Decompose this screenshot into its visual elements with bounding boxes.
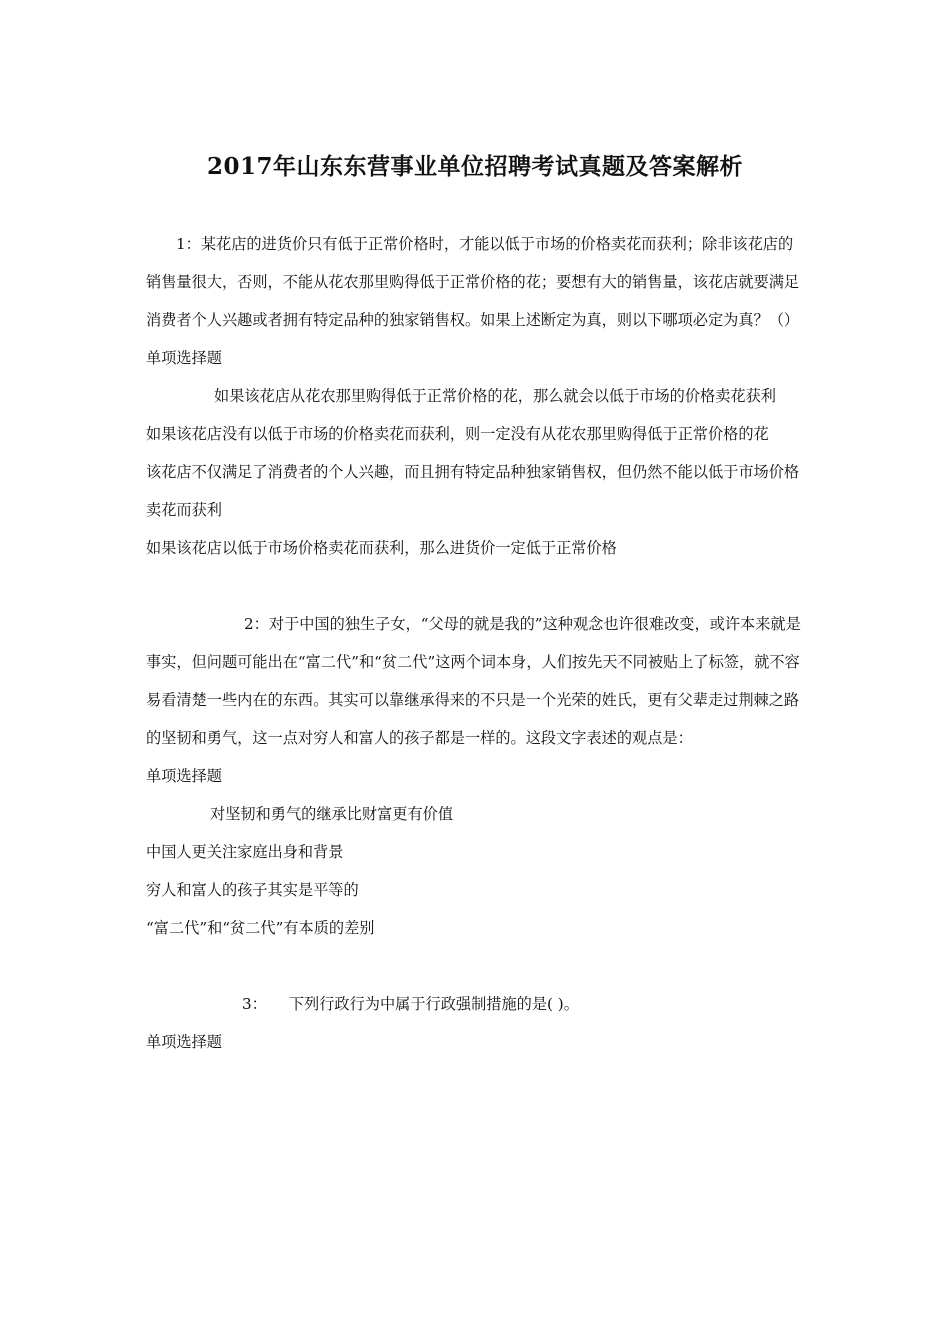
page-title: 2017年山东东营事业单位招聘考试真题及答案解析 xyxy=(206,153,743,181)
question-2-type: 单项选择题 xyxy=(146,767,222,785)
question-3-stem xyxy=(146,985,808,1023)
question-2-stem: 2：对于中国的独生子女，“父母的就是我的”这种观念也许很难改变，或许本来就是事实，但问题可能出在“富二代”和“贫二代”这两个词本身，人们按先天不同被贴上了标签，就不容易看清楚一些内在的东西。其实可以靠继承得来的不只是一个光荣的姓氏，更有父辈走过荆棘之路的坚韧和勇气，这一点对穷人和富人的孩子都是一样的。这段文字表述的观点是： xyxy=(146,615,801,747)
question-1-option-b: 如果该花店没有以低于市场的价格卖花而获利，则一定没有从花农那里购得低于正常价格的花 xyxy=(146,425,769,443)
question-3-number: 3： xyxy=(242,995,267,1013)
question-2-option-b: 中国人更关注家庭出身和背景 xyxy=(146,843,344,861)
question-2-option-d: “富二代”和“贫二代”有本质的差别 xyxy=(146,919,375,937)
question-2-option-a: 对坚韧和勇气的继承比财富更有价值 xyxy=(210,805,453,823)
question-1-type: 单项选择题 xyxy=(146,349,222,367)
section-spacer xyxy=(146,567,808,605)
section-spacer xyxy=(146,947,808,985)
question-1 xyxy=(146,225,808,567)
questions-content xyxy=(146,225,808,1061)
question-2 xyxy=(146,605,808,947)
question-2-option-c: 穷人和富人的孩子其实是平等的 xyxy=(146,881,359,899)
question-1-option-d: 如果该花店以低于市场价格卖花而获利，那么进货价一定低于正常价格 xyxy=(146,539,617,557)
question-1-option-c: 该花店不仅满足了消费者的个人兴趣，而且拥有特定品种独家销售权，但仍然不能以低于市场价格卖花而获利 xyxy=(146,463,800,519)
question-1-stem: 1：某花店的进货价只有低于正常价格时，才能以低于市场的价格卖花而获利；除非该花店的销售量很大，否则，不能从花农那里购得低于正常价格的花；要想有大的销售量，该花店就要满足消费者个人兴趣或者拥有特定品种的独家销售权。如果上述断定为真，则以下哪项必定为真？（） xyxy=(146,235,800,329)
question-1-option-a: 如果该花店从花农那里购得低于正常价格的花，那么就会以低于市场的价格卖花获利 xyxy=(214,387,776,405)
question-3 xyxy=(146,985,808,1061)
question-3-text: 下列行政行为中属于行政强制措施的是( )。 xyxy=(288,995,579,1013)
question-3-type: 单项选择题 xyxy=(146,1033,222,1051)
